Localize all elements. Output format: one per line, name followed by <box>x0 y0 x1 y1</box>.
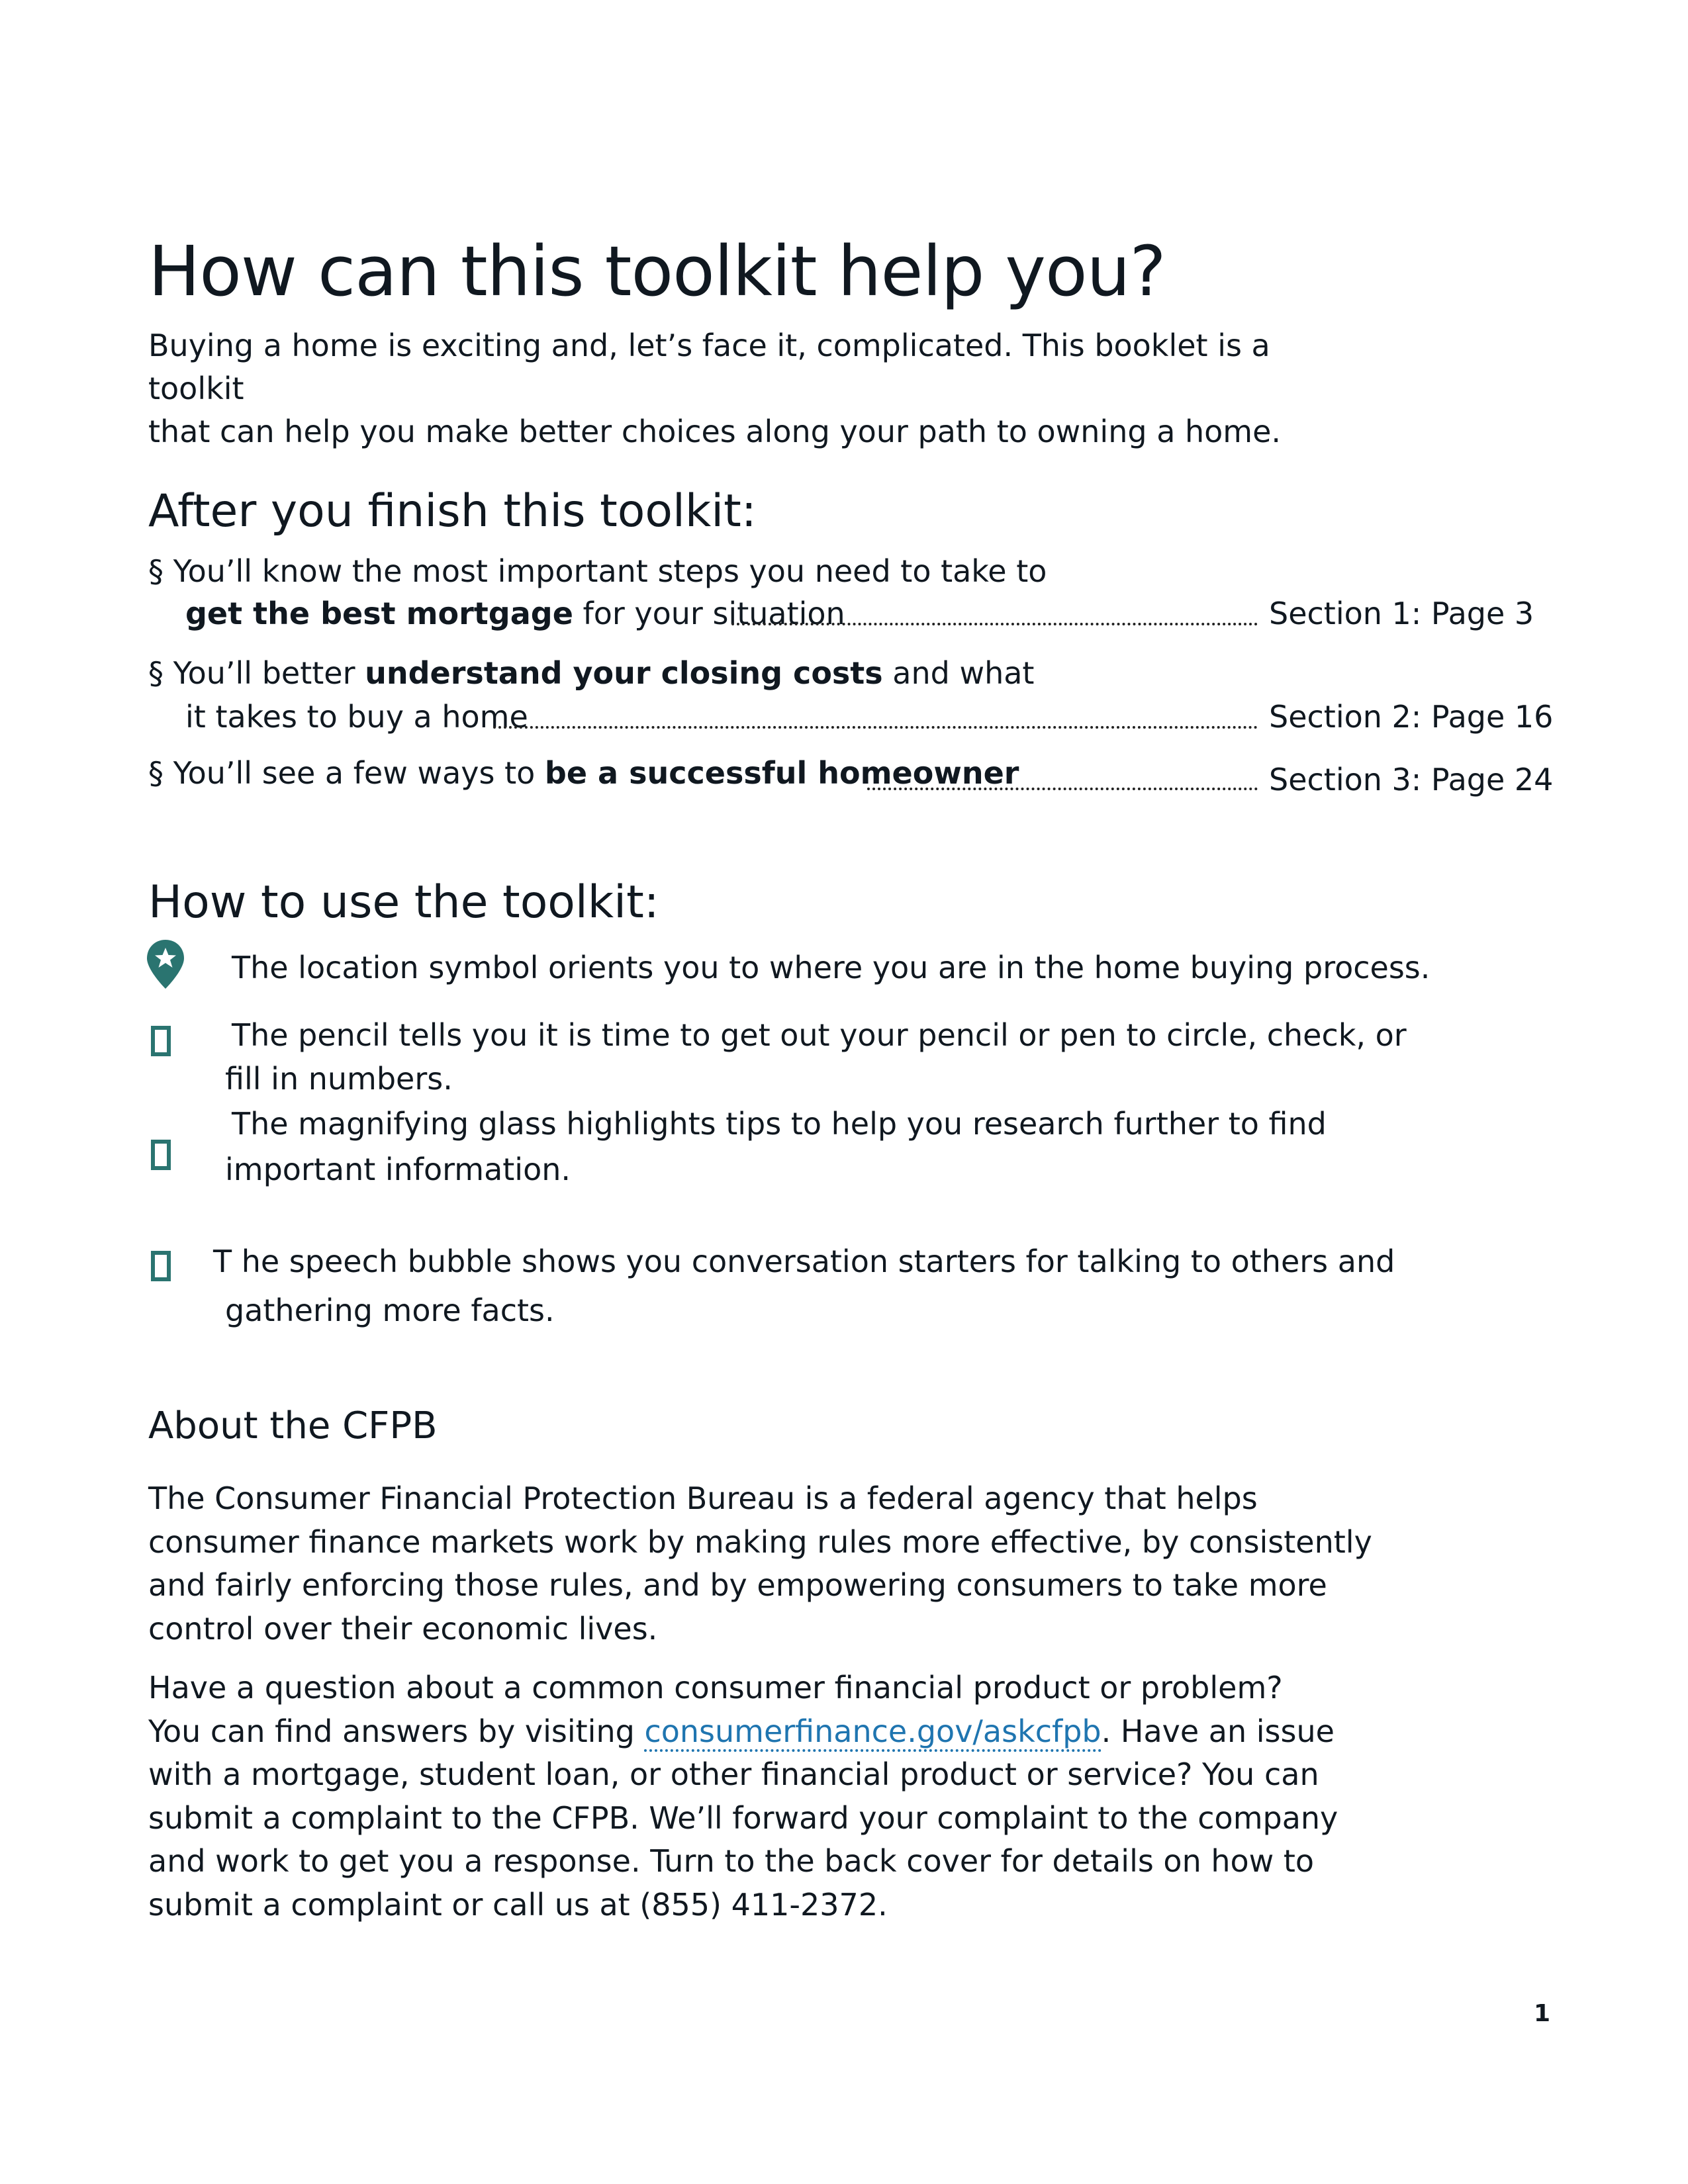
about-paragraph-1 <box>148 1477 1373 1651</box>
paragraph-line: submit a complaint to the CFPB. We’ll forward your complaint to the company <box>148 1799 1338 1836</box>
howto-location-text: The location symbol orients you to where you are in the home buying process. <box>232 950 1430 985</box>
paragraph-line: and work to get you a response. Turn to the back cover for details on how to <box>148 1843 1315 1879</box>
paragraph-line: with a mortgage, student loan, or other financial product or service? You can <box>148 1756 1319 1792</box>
howto-heading: How to use the toolkit: <box>148 876 659 929</box>
after-item-3-prefix: § You’ll see a few ways to <box>148 755 545 791</box>
paragraph-line: The Consumer Financial Protection Bureau is a federal agency that helps <box>148 1480 1258 1516</box>
paragraph-text: You can find answers by visiting <box>148 1713 645 1749</box>
after-item-1-line2 <box>185 594 845 633</box>
about-paragraph-2 <box>148 1666 1373 1927</box>
page-title: How can this toolkit help you? <box>148 231 1166 312</box>
after-item-2-bold: understand your closing costs <box>365 655 883 691</box>
howto-magnifier-line2: important information. <box>225 1152 571 1187</box>
after-item-2-line1 <box>148 653 1034 693</box>
section-3-ref: Section 3: Page 24 <box>1269 762 1554 797</box>
after-heading: After you finish this toolkit: <box>148 485 757 537</box>
paragraph-line: Have a question about a common consumer financial product or problem? <box>148 1670 1283 1706</box>
howto-speech-line2: gathering more facts. <box>225 1293 555 1328</box>
dot-leader <box>867 788 1258 790</box>
dot-leader <box>493 726 1258 729</box>
howto-speech-line1: T he speech bubble shows you conversation starters for talking to others and <box>213 1244 1395 1279</box>
pencil-icon <box>151 1026 171 1056</box>
howto-pencil-line2: fill in numbers. <box>225 1061 453 1097</box>
after-item-3-bold: be a successful homeowner <box>544 755 1019 791</box>
page-number: 1 <box>1533 2000 1550 2027</box>
askcfpb-link[interactable]: consumerfinance.gov/askcfpb <box>644 1713 1101 1752</box>
location-icon <box>146 938 185 990</box>
after-item-1-rest: for your situation <box>573 596 845 631</box>
after-item-1-bold: get the best mortgage <box>185 596 573 631</box>
paragraph-line: control over their economic lives. <box>148 1610 658 1647</box>
section-1-ref: Section 1: Page 3 <box>1269 596 1534 631</box>
howto-pencil-line1: The pencil tells you it is time to get out your pencil or pen to circle, check, or <box>232 1017 1407 1053</box>
dot-leader <box>731 623 1258 625</box>
intro-line: that can help you make better choices along your path to owning a home. <box>148 414 1282 449</box>
magnifying-glass-icon <box>151 1140 171 1170</box>
after-item-1-line1: § You’ll know the most important steps you need to take to <box>148 553 1047 589</box>
paragraph-line <box>148 1710 1373 1754</box>
intro-line: Buying a home is exciting and, let’s face it, complicated. This booklet is a toolkit <box>148 328 1270 406</box>
howto-magnifier-line1: The magnifying glass highlights tips to help you research further to find <box>232 1106 1327 1142</box>
after-item-2-prefix: § You’ll better <box>148 655 365 691</box>
after-item-2-line2: it takes to buy a home <box>185 699 528 735</box>
paragraph-line: submit a complaint or call us at (855) 411-2372. <box>148 1886 888 1923</box>
after-item-2-suffix: and what <box>882 655 1035 691</box>
about-heading: About the CFPB <box>148 1404 438 1447</box>
section-2-ref: Section 2: Page 16 <box>1269 699 1554 735</box>
speech-bubble-icon <box>151 1251 171 1281</box>
paragraph-line: consumer finance markets work by making rules more effective, by consistently <box>148 1524 1372 1560</box>
paragraph-line: and fairly enforcing those rules, and by empowering consumers to take more <box>148 1567 1327 1603</box>
intro-paragraph <box>148 324 1340 453</box>
paragraph-text: . Have an issue <box>1101 1713 1335 1749</box>
after-item-3-line1 <box>148 753 1019 793</box>
